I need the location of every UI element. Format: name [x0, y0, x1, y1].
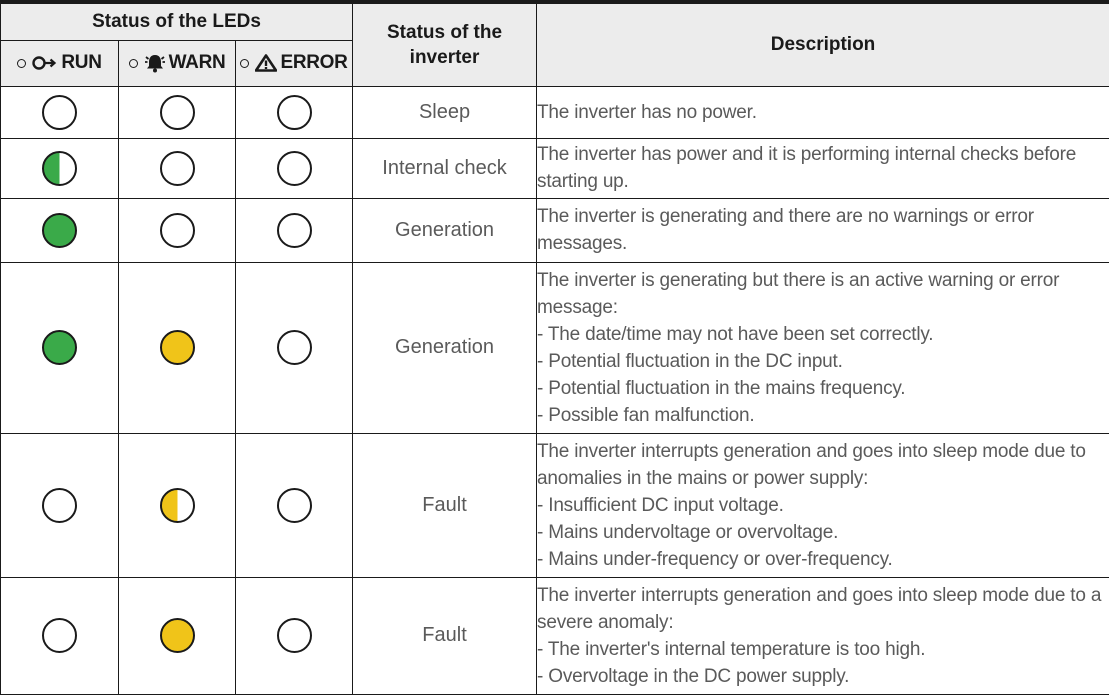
run-led-indicator	[42, 618, 77, 653]
description-cell	[537, 433, 1109, 577]
error-led-cell	[236, 262, 353, 433]
table-row	[1, 198, 1109, 262]
description-line: The inverter interrupts generation and goes into sleep mode due to a severe anomaly:	[537, 584, 1102, 633]
description-header: Description	[537, 2, 1109, 86]
error-led-cell	[236, 433, 353, 577]
warn-led-indicator	[160, 488, 195, 523]
warn-led-cell	[119, 138, 236, 198]
warn-led-cell	[119, 262, 236, 433]
description-line: - The inverter's internal temperature is too high.	[537, 638, 926, 660]
description-line: - Mains undervoltage or overvoltage.	[537, 521, 839, 543]
run-led-indicator	[42, 95, 77, 130]
error-led-cell	[236, 577, 353, 694]
run-led-cell	[1, 86, 119, 138]
description-line: - Overvoltage in the DC power supply.	[537, 665, 850, 687]
description-line: The inverter is generating but there is an active warning or error message:	[537, 269, 1060, 318]
table-row	[1, 262, 1109, 433]
legend-run	[1, 40, 119, 86]
description-cell	[537, 198, 1109, 262]
legend-warn	[119, 40, 236, 86]
warn-led-indicator	[160, 95, 195, 130]
run-led-cell	[1, 262, 119, 433]
description-line: The inverter is generating and there are no warnings or error messages.	[537, 206, 1034, 254]
legend-warn-label: WARN	[168, 52, 226, 74]
run-led-indicator	[42, 330, 77, 365]
error-led-cell	[236, 138, 353, 198]
warn-led-cell	[119, 198, 236, 262]
description-line: - Insufficient DC input voltage.	[537, 494, 784, 516]
error-led-indicator	[277, 618, 312, 653]
warn-led-cell	[119, 577, 236, 694]
inverter-status: Fault	[353, 577, 537, 694]
header-row-1	[1, 2, 1109, 40]
error-led-indicator	[277, 488, 312, 523]
table-row	[1, 86, 1109, 138]
error-led-indicator	[277, 151, 312, 186]
description-line: - Possible fan malfunction.	[537, 404, 755, 426]
legend-error	[236, 40, 353, 86]
description-line: - Mains under-frequency or over-frequency.	[537, 548, 893, 570]
description-cell	[537, 262, 1109, 433]
description-cell	[537, 138, 1109, 198]
inverter-status: Fault	[353, 433, 537, 577]
description-line: The inverter has power and it is performing internal checks before starting up.	[537, 144, 1077, 192]
run-led-cell	[1, 577, 119, 694]
error-led-indicator	[277, 330, 312, 365]
run-led-indicator	[42, 213, 77, 248]
warn-led-indicator	[160, 330, 195, 365]
run-led-indicator	[42, 151, 77, 186]
table-row	[1, 433, 1109, 577]
warn-led-cell	[119, 86, 236, 138]
table-row	[1, 138, 1109, 198]
status-rows	[1, 86, 1109, 694]
description-cell	[537, 86, 1109, 138]
warning-bell-icon	[144, 53, 166, 73]
table-row	[1, 577, 1109, 694]
warn-led-indicator	[160, 151, 195, 186]
warn-led-indicator	[160, 618, 195, 653]
inverter-status: Sleep	[353, 86, 537, 138]
led-dot-icon	[129, 59, 138, 68]
power-key-icon	[32, 55, 58, 71]
description-line: - Potential fluctuation in the mains frequency.	[537, 377, 906, 399]
description-line: The inverter interrupts generation and goes into sleep mode due to anomalies in the mains or power supply:	[537, 440, 1086, 489]
warn-led-cell	[119, 433, 236, 577]
led-dot-icon	[240, 59, 249, 68]
inverter-status: Internal check	[353, 138, 537, 198]
legend-error-label: ERROR	[280, 52, 348, 74]
error-led-indicator	[277, 95, 312, 130]
error-led-cell	[236, 86, 353, 138]
inverter-status: Generation	[353, 198, 537, 262]
leds-status-header: Status of the LEDs	[1, 2, 353, 40]
error-led-cell	[236, 198, 353, 262]
run-led-cell	[1, 138, 119, 198]
inverter-status-header	[353, 2, 537, 86]
led-dot-icon	[17, 59, 26, 68]
warning-triangle-icon	[255, 54, 277, 72]
error-led-indicator	[277, 213, 312, 248]
run-led-cell	[1, 433, 119, 577]
description-line: - The date/time may not have been set correctly.	[537, 323, 934, 345]
legend-run-label: RUN	[61, 52, 102, 74]
warn-led-indicator	[160, 213, 195, 248]
description-cell	[537, 577, 1109, 694]
run-led-cell	[1, 198, 119, 262]
description-line: - Potential fluctuation in the DC input.	[537, 350, 843, 372]
description-line: The inverter has no power.	[537, 101, 757, 123]
inverter-status-header-text: Status of the inverter	[387, 21, 503, 68]
run-led-indicator	[42, 488, 77, 523]
inverter-status: Generation	[353, 262, 537, 433]
